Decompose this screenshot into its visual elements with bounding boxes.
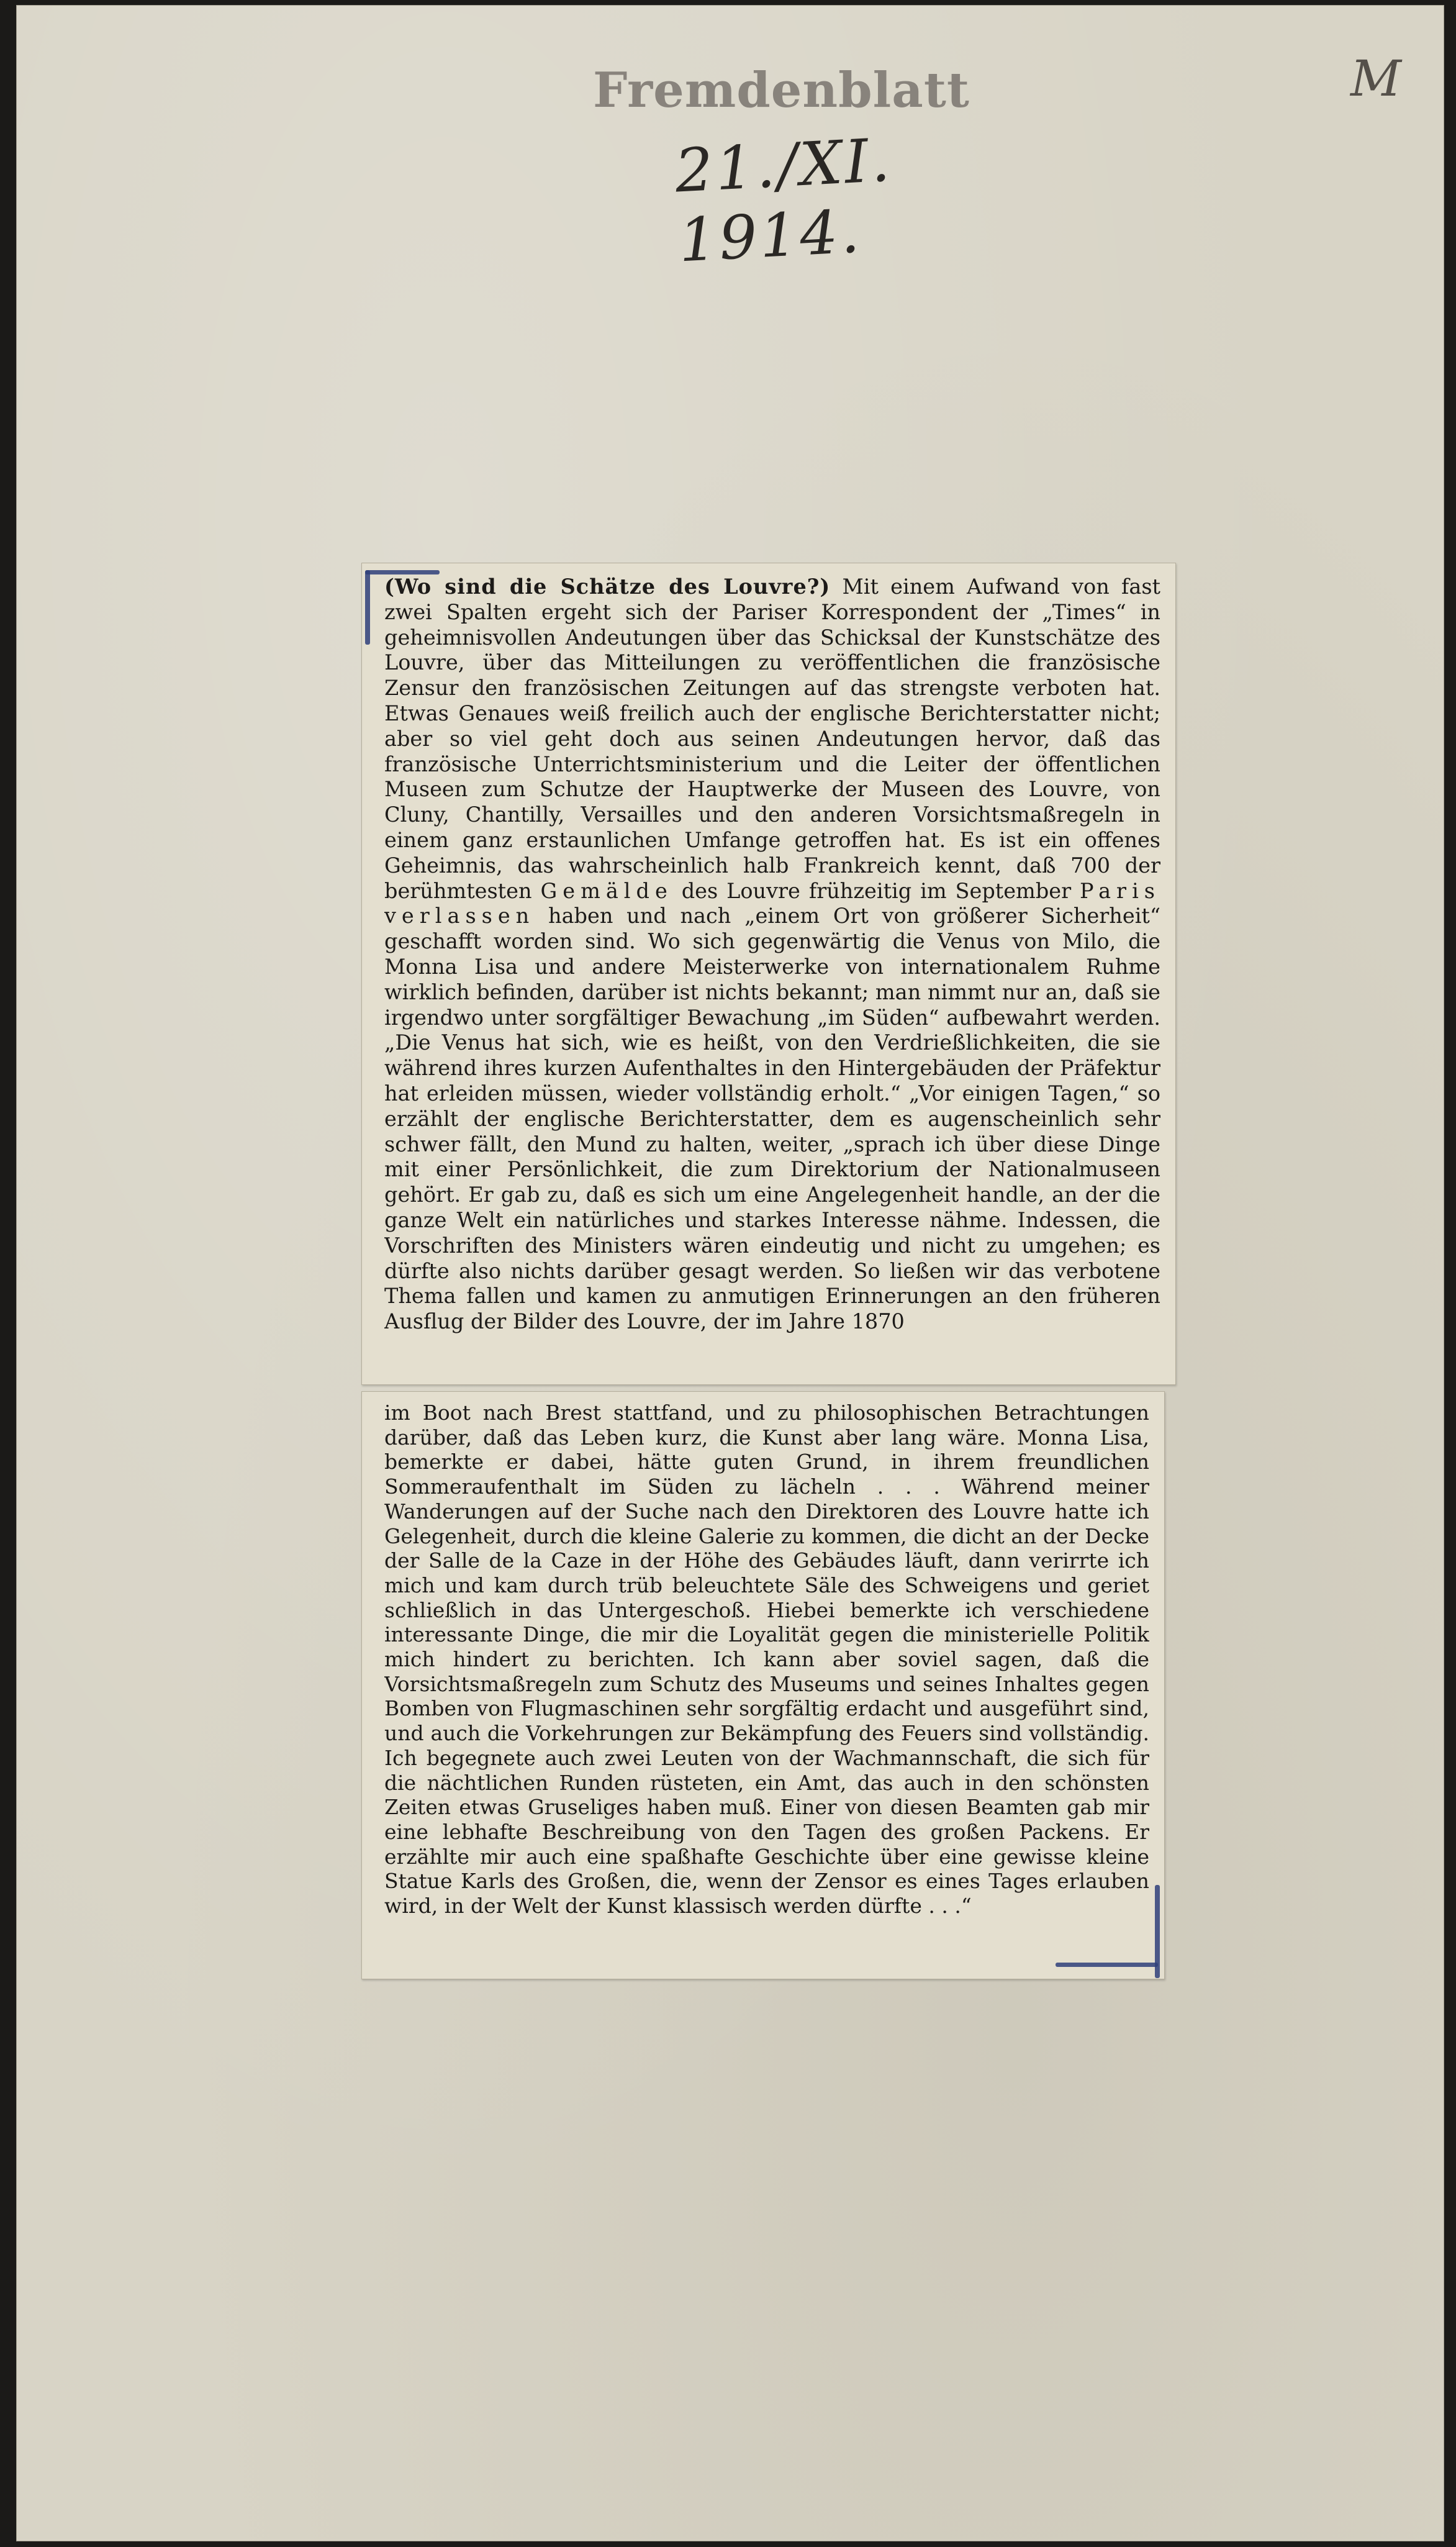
article-headline: (Wo sind die Schätze des Louvre?) (384, 574, 831, 599)
corner-pencil-mark: M (1350, 50, 1401, 107)
article-body-segment: haben und nach „einem Ort von größerer Sicherheit“ geschafft worden sind. Wo sich gegenwärtig die Venus von Milo, die Monna Lisa und andere Meisterwerke von internationalem Ruhme wirklich befinden, darüber ist nichts bekannt; man nimmt nur an, daß sie irgendwo unter sorgfältiger Bewachung „im Süden“ aufbewahrt werden. „Die Venus hat sich, wie es heißt, von den Verdrießlichkeiten, die sie während ihres kurzen Aufenthaltes in den Hintergebäuden der Präfektur hat erleiden müssen, wieder vollständig erholt.“ „Vor einigen Tagen,“ so erzählt der englische Berichterstatter, dem es augenscheinlich sehr schwer fällt, den Mund zu halten, weiter, „sprach ich über diese Dinge mit einer Persönlichkeit, die zum Direktorium der Nationalmuseen gehört. Er gab zu, daß es sich um eine Angelegenheit handle, an der die ganze Welt ein natürliches und starkes Interesse nähme. Indessen, die Vorschriften des Ministers wären eindeutig und nicht zu umgehen; es dürfte also nichts darüber gesagt werden. So ließen wir das verbotene Thema fallen und kamen zu anmutigen Erinnerungen an den früheren Ausflug der Bilder des Louvre, der im Jahre 1870 (384, 904, 1160, 1334)
handwritten-date: 21./XI. 1914. (673, 125, 894, 276)
article-body-continuation: im Boot nach Brest stattfand, und zu philosophischen Betrachtungen darüber, daß das Leben kurz, die Kunst aber lang wäre. Monna Lisa, bemerkte er dabei, hätte guten Grund, in ihrem freundlichen Sommeraufenthalt im Süden zu lächeln . . . Während meiner Wanderungen auf der Suche nach den Direktoren des Louvre hatte ich Gelegenheit, durch die kleine Galerie zu kommen, die dicht an der Decke der Salle de la Caze in der Höhe des Gebäudes läuft, dann verirrte ich mich und kam durch trüb beleuchtete Säle des Schweigens und geriet schließlich in das Untergeschoß. Hiebei bemerkte ich verschiedene interessante Dinge, die mir die Loyalität gegen die ministerielle Politik mich hindert zu berichten. Ich kann aber soviel sagen, daß die Vorsichtsmaßregeln zum Schutz des Museums und seines Inhaltes gegen Bomben von Flugmaschinen sehr sorgfältig erdacht und ausgeführt sind, und auch die Vorkehrungen zur Bekämpfung des Feuers sind vollständig. Ich begegnete auch zwei Leuten von der Wachmannschaft, die sich für die nächtlichen Runden rüsteten, ein Amt, das auch in den schönsten Zeiten etwas Gruseliges haben muß. Einer von diesen Beamten gab mir eine lebhafte Beschreibung von den Tagen des großen Packens. Er erzählte mir auch eine spaßhafte Geschichte über eine gewisse kleine Statue Karls des Großen, die, wenn der Zensor es eines Tages erlauben wird, in der Welt der Kunst klassisch werden dürfte . . .“ (384, 1401, 1149, 1918)
clipping-text-part-2 (384, 1401, 1149, 1973)
clipping-text-part-1 (384, 574, 1160, 1378)
article-emphasis: Paris verlassen (384, 878, 1160, 928)
blue-pencil-mark-top (365, 570, 440, 574)
blue-pencil-mark-left (365, 570, 370, 645)
article-body-segment: des Louvre frühzeitig im September (681, 878, 1072, 903)
blue-pencil-mark-bottom (1056, 1963, 1158, 1967)
newspaper-name-stamp: Fremdenblatt (593, 62, 970, 119)
newspaper-clipping-part-2 (361, 1391, 1165, 1979)
article-body-segment: Mit einem Aufwand von fast zwei Spalten ergeht sich der Pariser Korrespondent der „Times“ in geheimnisvollen Andeutungen über das Schicksal der Kunstschätze des Louvre, über das Mitteilungen zu veröffentlichen die französische Zensur den französischen Zeitungen auf das strengste verboten hat. Etwas Genaues weiß freilich auch der englische Berichterstatter nicht; aber so viel geht doch aus seinen Andeutungen hervor, daß das französische Unterrichtsministerium und die Leiter der öffentlichen Museen zum Schutze der Hauptwerke der Museen des Louvre, von Cluny, Chantilly, Versailles und den anderen Vorsichtsmaßregeln in einem ganz erstaunlichen Umfange getroffen hat. Es ist ein offenes Geheimnis, das wahrscheinlich halb Frankreich kennt, daß 700 der berühmtesten (384, 574, 1160, 903)
newspaper-clipping-part-1 (361, 563, 1176, 1385)
article-emphasis: Gemälde (540, 878, 673, 903)
